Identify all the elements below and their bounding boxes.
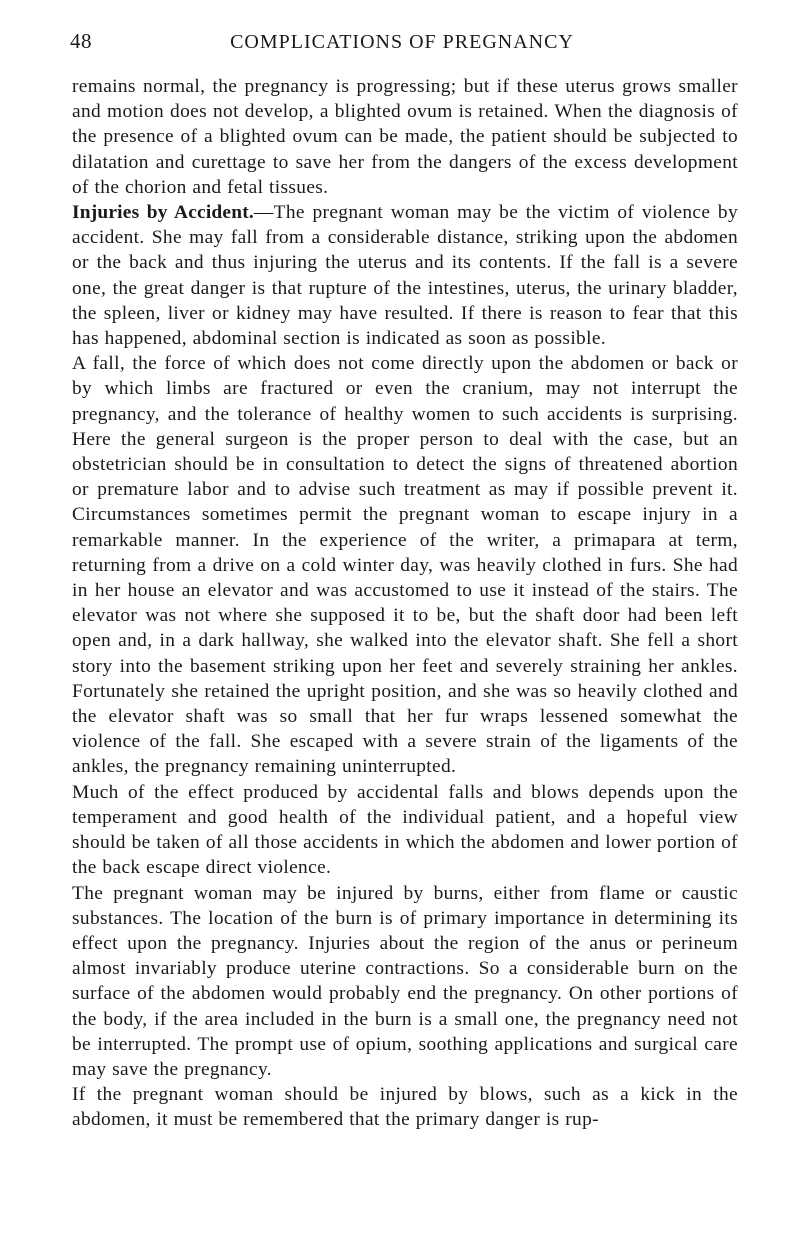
paragraph-injuries-by-accident bbox=[72, 200, 738, 351]
paragraph-fall-force bbox=[72, 351, 738, 779]
paragraph-burns bbox=[72, 881, 738, 1083]
paragraph-blighted-ovum bbox=[72, 74, 738, 200]
body-text bbox=[72, 74, 738, 1133]
running-head bbox=[70, 29, 734, 59]
running-title: COMPLICATIONS OF PREGNANCY bbox=[230, 31, 574, 53]
paragraph-text: remains normal, the pregnancy is progressing; but if these uterus grows smaller and motion does not develop, a blighted ovum is retained. When the diagnosis of the presence of a blighted ovum can be made, the patient should be subjected to dilatation and curettage to save her from the dangers of the excess development of the chorion and fetal tissues. bbox=[72, 76, 738, 198]
paragraph-text: —The pregnant woman may be the victim of violence by accident. She may fall from a considerable distance, striking upon the abdomen or the back and thus injuring the uterus and its contents. If the fall is a severe one, the great danger is that rupture of the intestines, uterus, the urinary bladder, the spleen, liver or kidney may have resulted. If there is reason to fear that this has happened, abdominal section is indicated as soon as possible. bbox=[72, 202, 738, 350]
paragraph-text: If the pregnant woman should be injured by blows, such as a kick in the abdomen, it must be remembered that the primary danger is rup- bbox=[72, 1084, 738, 1131]
paragraph-text: A fall, the force of which does not come directly upon the abdomen or back or by which limbs are fractured or even the cranium, may not interrupt the pregnancy, and the tolerance of healthy women to such accidents is surprising. Here the general surgeon is the proper person to deal with the case, but an obstetrician should be in consultation to detect the signs of threatened abortion or premature labor and to advise such treatment as may if possible prevent it. Circumstances sometimes permit the pregnant woman to escape injury in a remarkable manner. In the experience of the writer, a primapara at term, returning from a drive on a cold winter day, was heavily clothed in furs. She had in her house an elevator and was accustomed to use it instead of the stairs. The elevator was not where she supposed it to be, but the shaft door had been left open and, in a dark hallway, she walked into the elevator shaft. She fell a short story into the basement striking upon her feet and severely straining her ankles. Fortunately she retained the upright position, and she was so heavily clothed and the elevator shaft was so small that her fur wraps lessened somewhat the violence of the fall. She escaped with a severe strain of the ligaments of the ankles, the pregnancy remaining uninterrupted. bbox=[72, 353, 738, 778]
paragraph-text: Much of the effect produced by accidental falls and blows depends upon the temperament and good health of the individual patient, and a hopeful view should be taken of all those accidents in which the abdomen and lower portion of the back escape direct violence. bbox=[72, 781, 738, 879]
paragraph-temperament bbox=[72, 780, 738, 881]
page-number: 48 bbox=[70, 29, 92, 53]
paragraph-text: The pregnant woman may be injured by burns, either from flame or caustic substances. The location of the burn is of primary importance in determining its effect upon the pregnancy. Injuries about the region of the anus or perineum almost invariably produce uterine contractions. So a considerable burn on the surface of the abdomen would probably end the pregnancy. On other portions of the body, if the area included in the burn is a small one, the pregnancy need not be interrupted. The prompt use of opium, soothing applications and surgical care may save the pregnancy. bbox=[72, 882, 738, 1080]
paragraph-blows bbox=[72, 1082, 738, 1132]
section-heading-injuries-by-accident: Injuries by Accident. bbox=[72, 202, 254, 224]
